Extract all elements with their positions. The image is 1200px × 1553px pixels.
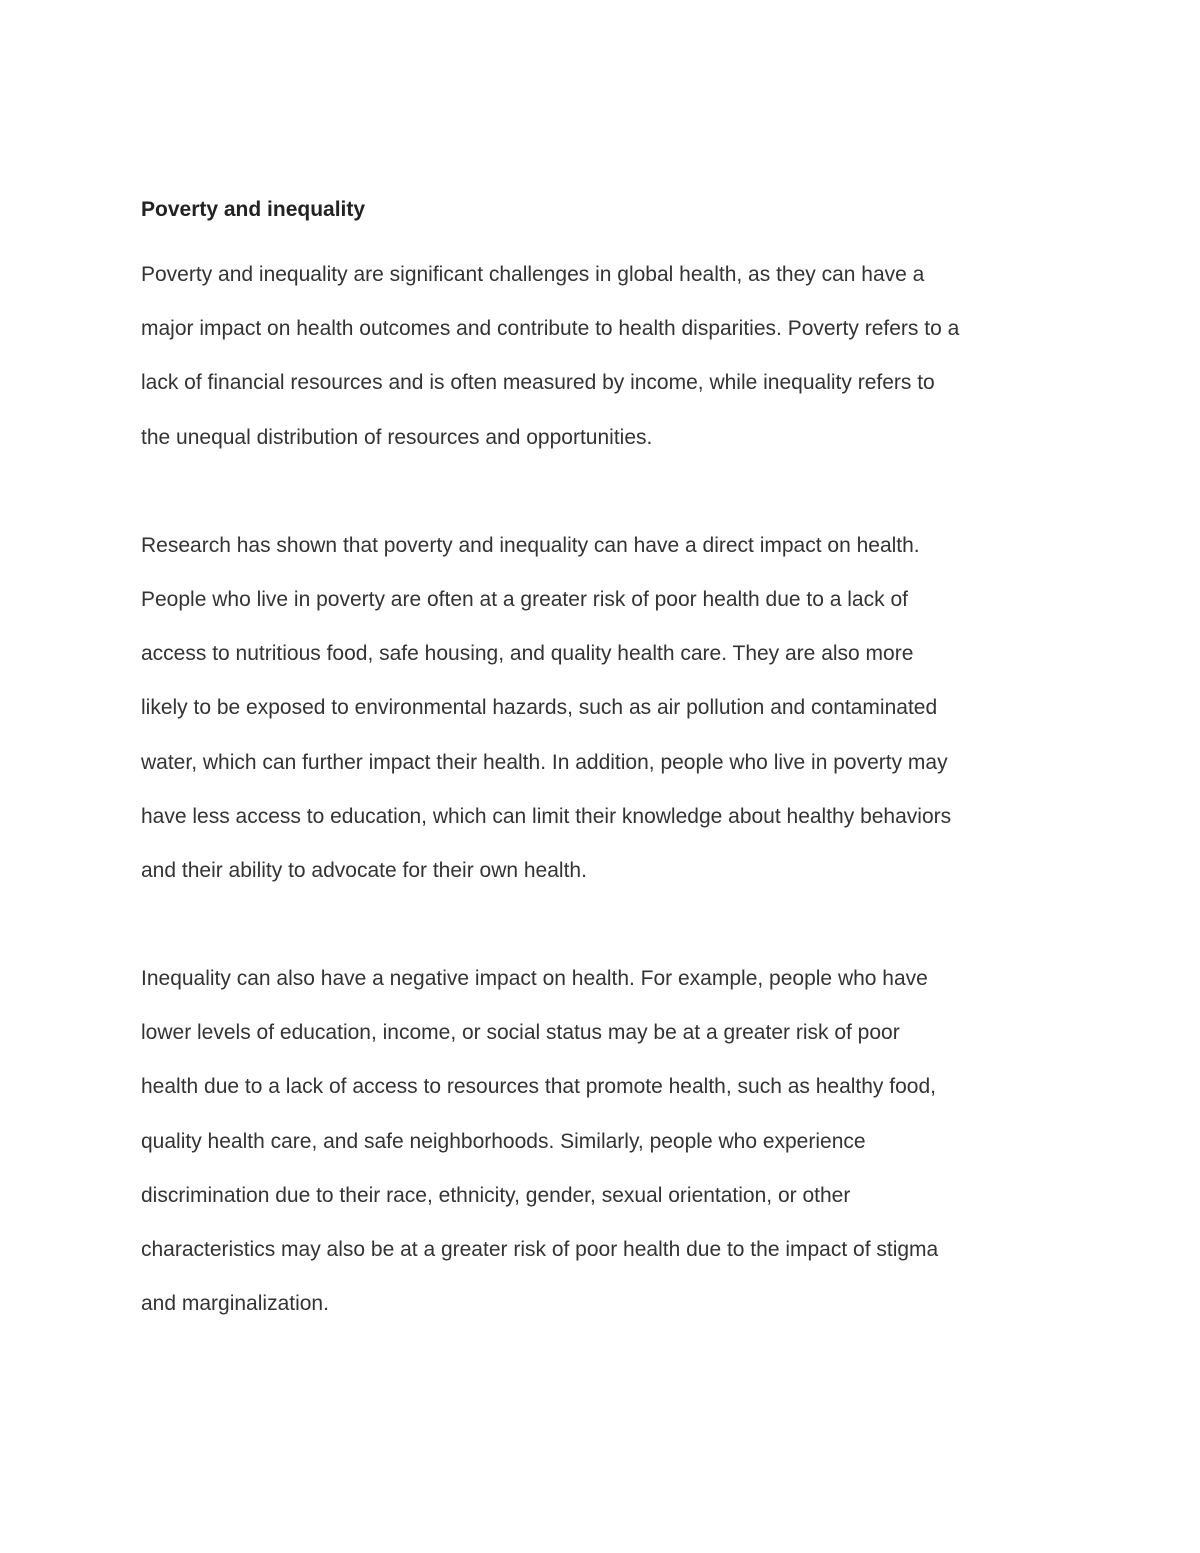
text-line: water, which can further impact their health. In addition, people who live in poverty may: [141, 750, 948, 774]
text-line: have less access to education, which can limit their knowledge about healthy behaviors: [141, 804, 952, 828]
text-line: lower levels of education, income, or social status may be at a greater risk of poor: [141, 1021, 900, 1045]
text-line: discrimination due to their race, ethnicity, gender, sexual orientation, or other: [141, 1183, 851, 1207]
text-line: quality health care, and safe neighborhoods. Similarly, people who experience: [141, 1129, 866, 1153]
text-line: access to nutritious food, safe housing, and quality health care. They are also more: [141, 642, 914, 666]
text-line: Inequality can also have a negative impact on health. For example, people who have: [141, 967, 928, 991]
paragraph-inequality-impact: [141, 952, 1071, 1331]
text-line: likely to be exposed to environmental hazards, such as air pollution and contaminated: [141, 696, 938, 720]
text-line: People who live in poverty are often at a greater risk of poor health due to a lack of: [141, 587, 908, 611]
paragraph-research-impact: [141, 519, 1071, 898]
text-line: the unequal distribution of resources and opportunities.: [141, 425, 653, 449]
text-line: characteristics may also be at a greater risk of poor health due to the impact of stigma: [141, 1238, 939, 1261]
text-line: Research has shown that poverty and inequality can have a direct impact on health.: [141, 533, 920, 557]
text-line: major impact on health outcomes and contribute to health disparities. Poverty refers to a: [141, 317, 960, 341]
document-body: [141, 194, 1071, 1331]
document-title: Poverty and inequality: [141, 198, 366, 221]
text-line: Poverty and inequality are significant challenges in global health, as they can have a: [141, 263, 925, 286]
text-line: and marginalization.: [141, 1292, 329, 1316]
text-line: lack of financial resources and is often measured by income, while inequality refers to: [141, 371, 935, 395]
text-line: and their ability to advocate for their own health.: [141, 858, 587, 882]
paragraph-poverty-definition: [141, 248, 1071, 465]
text-line: health due to a lack of access to resources that promote health, such as healthy food,: [141, 1075, 936, 1099]
